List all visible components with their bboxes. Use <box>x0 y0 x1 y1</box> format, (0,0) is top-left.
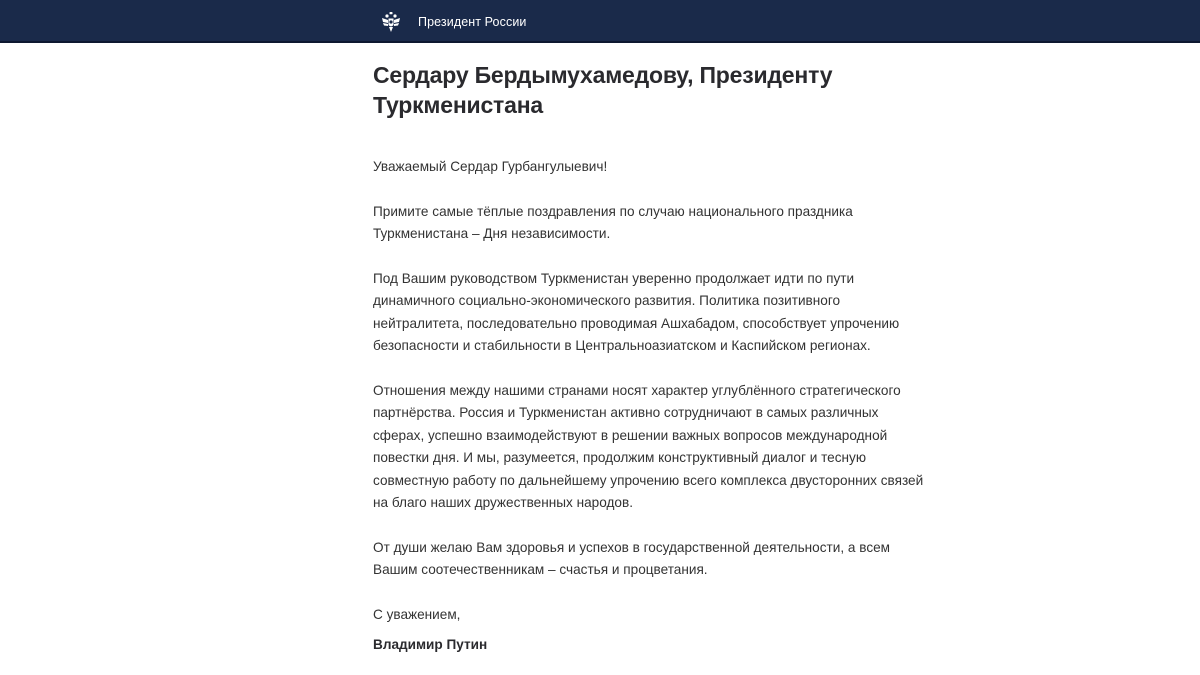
article-title: Сердару Бердымухамедову, Президенту Туркменистана <box>373 62 833 118</box>
site-title[interactable]: Президент России <box>418 15 527 29</box>
header-brand[interactable] <box>380 10 526 34</box>
paragraph: Под Вашим руководством Туркменистан уверенно продолжает идти по пути динамичного социально-экономического развития. Политика позитивного нейтралитета, последовательно проводимая Ашхабадом, способствует упрочению безопасности и стабильности в Центральноазиатском и Каспийском регионах. <box>373 270 900 353</box>
double-headed-eagle-icon[interactable] <box>380 11 402 33</box>
greeting: Уважаемый Сердар Гурбангулыевич! <box>373 159 608 174</box>
paragraph: От души желаю Вам здоровья и успехов в государственной деятельности, а всем Вашим соотечественникам – счастья и процветания. <box>373 539 891 577</box>
site-header <box>0 0 1200 43</box>
closing: С уважением, <box>373 606 461 622</box>
paragraph: Примите самые тёплые поздравления по случаю национального праздника Туркменистана – Дня независимости. <box>373 203 853 241</box>
signature: Владимир Путин <box>373 636 488 652</box>
article <box>373 60 933 656</box>
paragraph: Отношения между нашими странами носят характер углублённого стратегического партнёрства. Россия и Туркменистан активно сотрудничают в самых различных сферах, успешно взаимодействуют в решении важных вопросов международной повестки дня. И мы, разумеется, продолжим конструктивный диалог и тесную совместную работу по дальнейшему упрочению всего комплекса двусторонних связей на благо наших дружественных народов. <box>373 382 924 510</box>
